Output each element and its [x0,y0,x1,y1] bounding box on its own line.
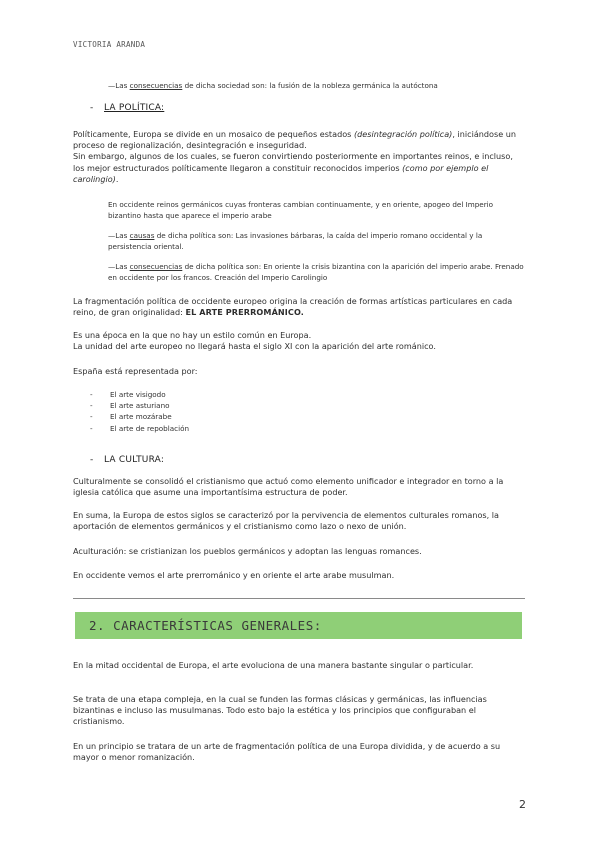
politica-p2-text-a: Sin embargo, algunos de los cuales, se fueron convirtiendo posteriormente en importantes reinos, e incluso, los mejor estructurados políticamente llegaron a constituir reconocidos imperios [73,151,513,173]
politica-paragraph-5: España está representada por: [73,366,198,376]
politica-note-3-link: consecuencias [129,262,183,271]
politica-p1-text-b: , iniciándose un proceso de regionalización, desintegración e inseguridad. [73,129,517,151]
intro-note-link: consecuencias [129,81,183,90]
politica-note-1: En occidente reinos germánicos cuyas fronteras cambian continuamente, y en oriente, apogeo del Imperio bizantino hasta que aparece el imperio arabe [108,200,494,220]
section-2-paragraph-1: En la mitad occidental de Europa, el arte evoluciona de una manera bastante singular o particular. [73,660,474,670]
politica-p3-text: La fragmentación política de occidente europeo origina la creación de formas artísticas particulares en cada reino, de gran originalidad: [73,296,513,318]
politica-p2-text-b: . [115,173,119,184]
cultura-heading [90,455,164,465]
politica-note-2-link: causas [129,231,155,240]
cultura-paragraph-3: Aculturación: se cristianizan los pueblos germánicos y adoptan las lenguas romances. [73,546,422,556]
politica-paragraph-3 [73,296,513,318]
politica-p3-bold: EL ARTE PRERROMÁNICO. [185,307,304,318]
politica-note-2-suffix: de dicha política son: Las invasiones bárbaras, la caída del imperio romano occidental y la persistencia oriental. [108,231,483,251]
politica-note-3-prefix: —Las [108,262,130,271]
section-2-paragraph-3: En un principio se tratara de un arte de fragmentación política de una Europa dividida, y de acuerdo a su mayor o menor romanización. [73,741,501,763]
politica-note-2-prefix: —Las [108,231,130,240]
cultura-paragraph-1: Culturalmente se consolidó el cristianismo que actuó como elemento unificador e integrador en torno a la iglesia católica que asume una importantísima estructura de poder. [73,476,504,498]
intro-note-prefix: —Las [108,81,130,90]
cultura-paragraph-2: En suma, la Europa de estos siglos se caracterizó por la pervivencia de elementos culturales romanos, la aportación de elementos germánicos y el cristianismo como lazo o nexo de unión. [73,510,499,532]
politica-note-3-suffix: de dicha política son: En oriente la crisis bizantina con la aparición del imperio arabe. Frenado en occidente por los francos. Creación del Imperio Carolingio [108,262,524,282]
list-item: - El arte de repoblación [90,423,189,434]
politica-p1-italic: (desintegración política) [353,129,453,139]
politica-heading [90,103,164,113]
list-item: - El arte asturiano [90,400,189,411]
section-2-title: 2. CARACTERÍSTICAS GENERALES: [89,618,322,633]
politica-note-3 [108,262,528,283]
list-item: - El arte mozárabe [90,411,189,422]
cultura-heading-dash: - [90,455,94,465]
author-header: VICTORIA ARANDA [73,40,146,49]
politica-note-2 [108,231,520,252]
intro-note [108,81,528,92]
politica-heading-dash: - [90,103,94,113]
section-2-paragraph-2: Se trata de una etapa compleja, en la cual se funden las formas clásicas y germánicas, las influencias bizantinas e incluso las musulmanas. Todo esto bajo la estética y los principios que configuraban el cristianismo. [73,694,487,727]
politica-p4-line-2: La unidad del arte europeo no llegará hasta el siglo XI con la aparición del arte románico. [73,341,436,352]
politica-heading-text: LA POLÍTICA: [104,103,165,113]
politica-p4-line-1: Es una época en la que no hay un estilo común en Europa. [73,330,312,340]
section-2-banner [75,612,522,639]
page-number: 2 [519,798,526,811]
politica-p1-text-a: Políticamente, Europa se divide en un mosaico de pequeños estados [73,129,354,139]
section-divider [73,598,525,599]
politica-paragraph-4 [73,330,525,352]
arte-bullet-list [90,389,189,434]
list-item: - El arte visigodo [90,389,189,400]
intro-note-suffix: de dicha sociedad son: la fusión de la nobleza germánica la autóctona [182,81,438,90]
politica-paragraph-1 [73,129,525,185]
cultura-paragraph-4: En occidente vemos el arte prerrománico y en oriente el arte arabe musulman. [73,570,395,580]
politica-p2-italic: (como por ejemplo el carolingio) [73,162,489,184]
cultura-heading-text: LA CULTURA: [104,455,165,465]
